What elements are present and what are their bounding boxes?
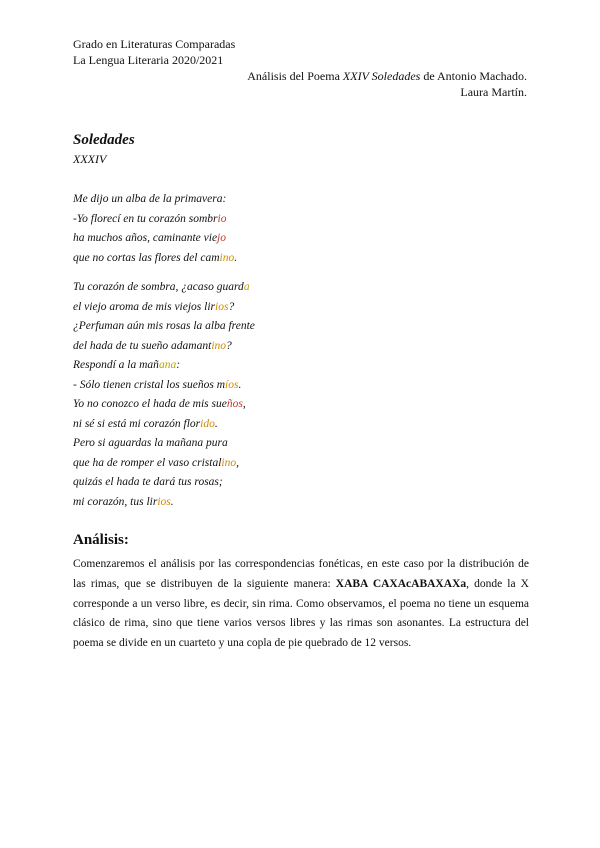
rhyme-mark: io [217, 212, 227, 225]
poem-line [73, 210, 237, 230]
line-text: del hada de tu sueño adamant [73, 339, 212, 352]
rhyme-mark: ido [200, 417, 215, 430]
line-text: el viejo aroma de mis viejos lir [73, 300, 216, 313]
analysis-text-post: , donde la X corresponde a un verso libre, es decir, sin rima. Como observamos, el poema no tiene un esquema clásico de rima, sino que tiene varios versos libres y las rimas son asonantes. La estructura del poema se divide en un cuarteto y una copla de pie quebrado de 12 versos. [73, 577, 529, 650]
rhyme-mark: íos [225, 378, 239, 391]
line-text: Yo no conozco el hada de mis sue [73, 398, 227, 410]
poem-line [73, 317, 255, 337]
poem-line [73, 298, 255, 318]
line-punct: . [238, 378, 242, 391]
analysis-heading: Análisis: [73, 532, 129, 548]
analysis-text-pre: Comenzaremos el análisis por las correspondencias fonéticas, en este caso por la distribución de las rimas, que se distribuyen de la siguiente manera: [73, 558, 529, 590]
rhyme-mark: jo [217, 232, 226, 244]
poem-line [73, 249, 237, 269]
assignment-title [247, 68, 527, 84]
line-text: Tu corazón de sombra, ¿acaso guard [73, 281, 244, 293]
poem-number: XXXIV [73, 152, 107, 166]
analysis-paragraph [73, 555, 529, 654]
poem-line [73, 454, 255, 474]
line-punct: , [242, 398, 246, 410]
poem-line [73, 493, 255, 513]
rhyme-mark: ios [215, 300, 229, 313]
rhyme-mark: ana [158, 359, 177, 371]
line-punct: . [170, 495, 174, 508]
subject-name: La Lengua Literaria 2020/2021 [73, 53, 224, 67]
line-punct: . [214, 417, 218, 430]
rhyme-mark: ios [157, 495, 171, 508]
rhyme-mark: a [243, 281, 250, 293]
poem-line [73, 376, 255, 396]
assignment-poem-name: XXIV Soledades [342, 69, 421, 83]
line-text: - Sólo tienen cristal los sueños m [73, 378, 226, 391]
poem-line [73, 434, 255, 454]
assignment-title-post: de Antonio Machado. [420, 69, 527, 83]
line-text: Pero si aguardas la mañana pura [73, 437, 228, 449]
poem-line [73, 415, 255, 435]
rhyme-scheme: XABA CAXAcABAXAXa [335, 577, 467, 590]
line-text: ha muchos años, caminante vie [73, 232, 218, 244]
line-punct: , [236, 456, 239, 469]
line-text: ni sé si está mi corazón flor [73, 417, 201, 430]
rhyme-mark: ños [226, 398, 243, 410]
poem-line [73, 337, 255, 357]
poem-line [73, 229, 237, 249]
course-name: Grado en Literaturas Comparadas [73, 37, 236, 51]
poem-line [73, 190, 237, 210]
poem-title: Soledades [73, 132, 135, 148]
poem-line [73, 473, 255, 493]
line-text: ¿Perfuman aún mis rosas la alba frente [73, 320, 255, 332]
poem-stanza-1 [73, 190, 237, 268]
poem-line [73, 395, 255, 415]
line-text: -Yo florecí en tu corazón sombr [73, 212, 218, 225]
line-punct: ? [228, 300, 235, 313]
line-punct: : [176, 359, 181, 371]
document-header [73, 36, 235, 68]
line-text: Me dijo un alba de la primavera: [73, 193, 227, 205]
rhyme-mark: ino [221, 456, 237, 469]
line-text: Respondí a la mañ [73, 359, 159, 371]
assignment-info [247, 68, 527, 100]
poem-stanza-2 [73, 278, 255, 512]
rhyme-mark: ino [211, 339, 227, 352]
line-text: mi corazón, tus lir [73, 495, 158, 508]
poem-line [73, 278, 255, 298]
line-text: quizás el hada te dará tus rosas; [73, 476, 223, 488]
author-name: Laura Martín. [460, 85, 527, 99]
line-punct: ? [226, 339, 232, 352]
poem-line [73, 356, 255, 376]
line-text: que ha de romper el vaso cristal [73, 456, 222, 469]
assignment-title-pre: Análisis del Poema [247, 69, 343, 83]
line-punct: . [234, 251, 238, 264]
line-text: que no cortas las flores del cam [73, 251, 220, 264]
rhyme-mark: ino [219, 251, 235, 264]
